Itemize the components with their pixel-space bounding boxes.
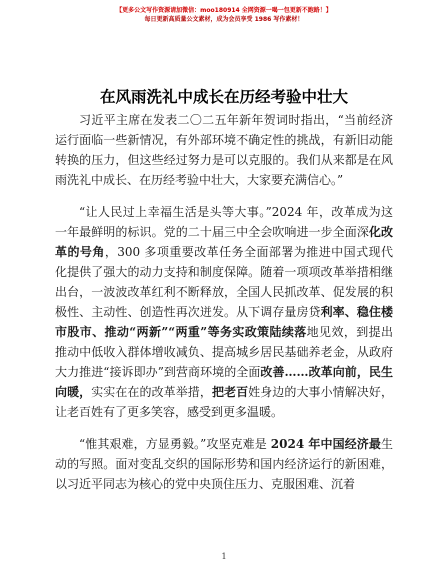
p3-bold-1: 2024 年中国经济最 <box>270 437 381 451</box>
p2-bold-3: 改善……改革向前，民生向暖， <box>55 365 393 399</box>
p2-text-3: 地见效，到提出推动中低收入群体增收减负、提高城乡居民基础养老金，从政府大力推进“接诉即办”到营商环境的全面 <box>55 325 393 379</box>
promo-banner <box>0 6 448 24</box>
promo-line-1: 【更多公文写作资源请加微信：moo180914 全网资源一喝一包更新不跑路！】 <box>116 7 332 14</box>
paragraph-3 <box>55 434 393 494</box>
p2-text-2: ，300 多项重要改革任务全面部署为推进中国式现代化提供了强大的动力支持和制度保障。随着一项项改革举措相继出台，一波波改革红利不断释放，全国人民抓改革、促发展的积极性、主动性、创造性再次迸发。从下调存量房贷 <box>55 245 393 319</box>
p3-text-1: “惟其艰难，方显勇毅。”攻坚克难是 <box>79 437 271 451</box>
page-number: 1 <box>221 552 227 561</box>
paragraph-1: 习近平主席在发表二〇二五年新年贺词时指出，“当前经济运行面临一些新情况，有外部环境不确定性的挑战，有新旧动能转换的压力，但这些经过努力是可以克服的。我们从来都是在风雨洗礼中成长、在历经考验中壮大，大家要充满信心。” <box>55 113 393 187</box>
p2-bold-1: 化改革的号角 <box>55 225 393 259</box>
document-title: 在风雨洗礼中成长在历经考验中壮大 <box>99 87 348 106</box>
promo-line-2: 每日更新高质量公文素材，成为会员享受 1986 写作素材！ <box>144 16 304 23</box>
p3-text-2: 生动的写照。面对变乱交织的国际形势和国内经济运行的新困难，以习近平同志为核心的党中央顶住压力、克服困难、沉着 <box>55 437 394 491</box>
p2-bold-2: 利率、稳住楼市股市、推动“两新”“两重”等务实政策陆续落 <box>55 305 393 339</box>
paragraph-2 <box>55 202 393 422</box>
p2-text-1: “让人民过上幸福生活是头等大事。”2024 年，改革成为这一年最鲜明的标识。党的二十届三中全会吹响进一步全面深 <box>55 205 393 239</box>
document-body <box>55 110 393 506</box>
p2-text-4: 实实在在的改革举措， <box>91 385 212 399</box>
p2-text-5: 姓身边的大事小情解决好，让老百姓有了更多笑容，感受到更多温暖。 <box>55 385 393 419</box>
p2-bold-4: 把老百 <box>211 385 249 399</box>
